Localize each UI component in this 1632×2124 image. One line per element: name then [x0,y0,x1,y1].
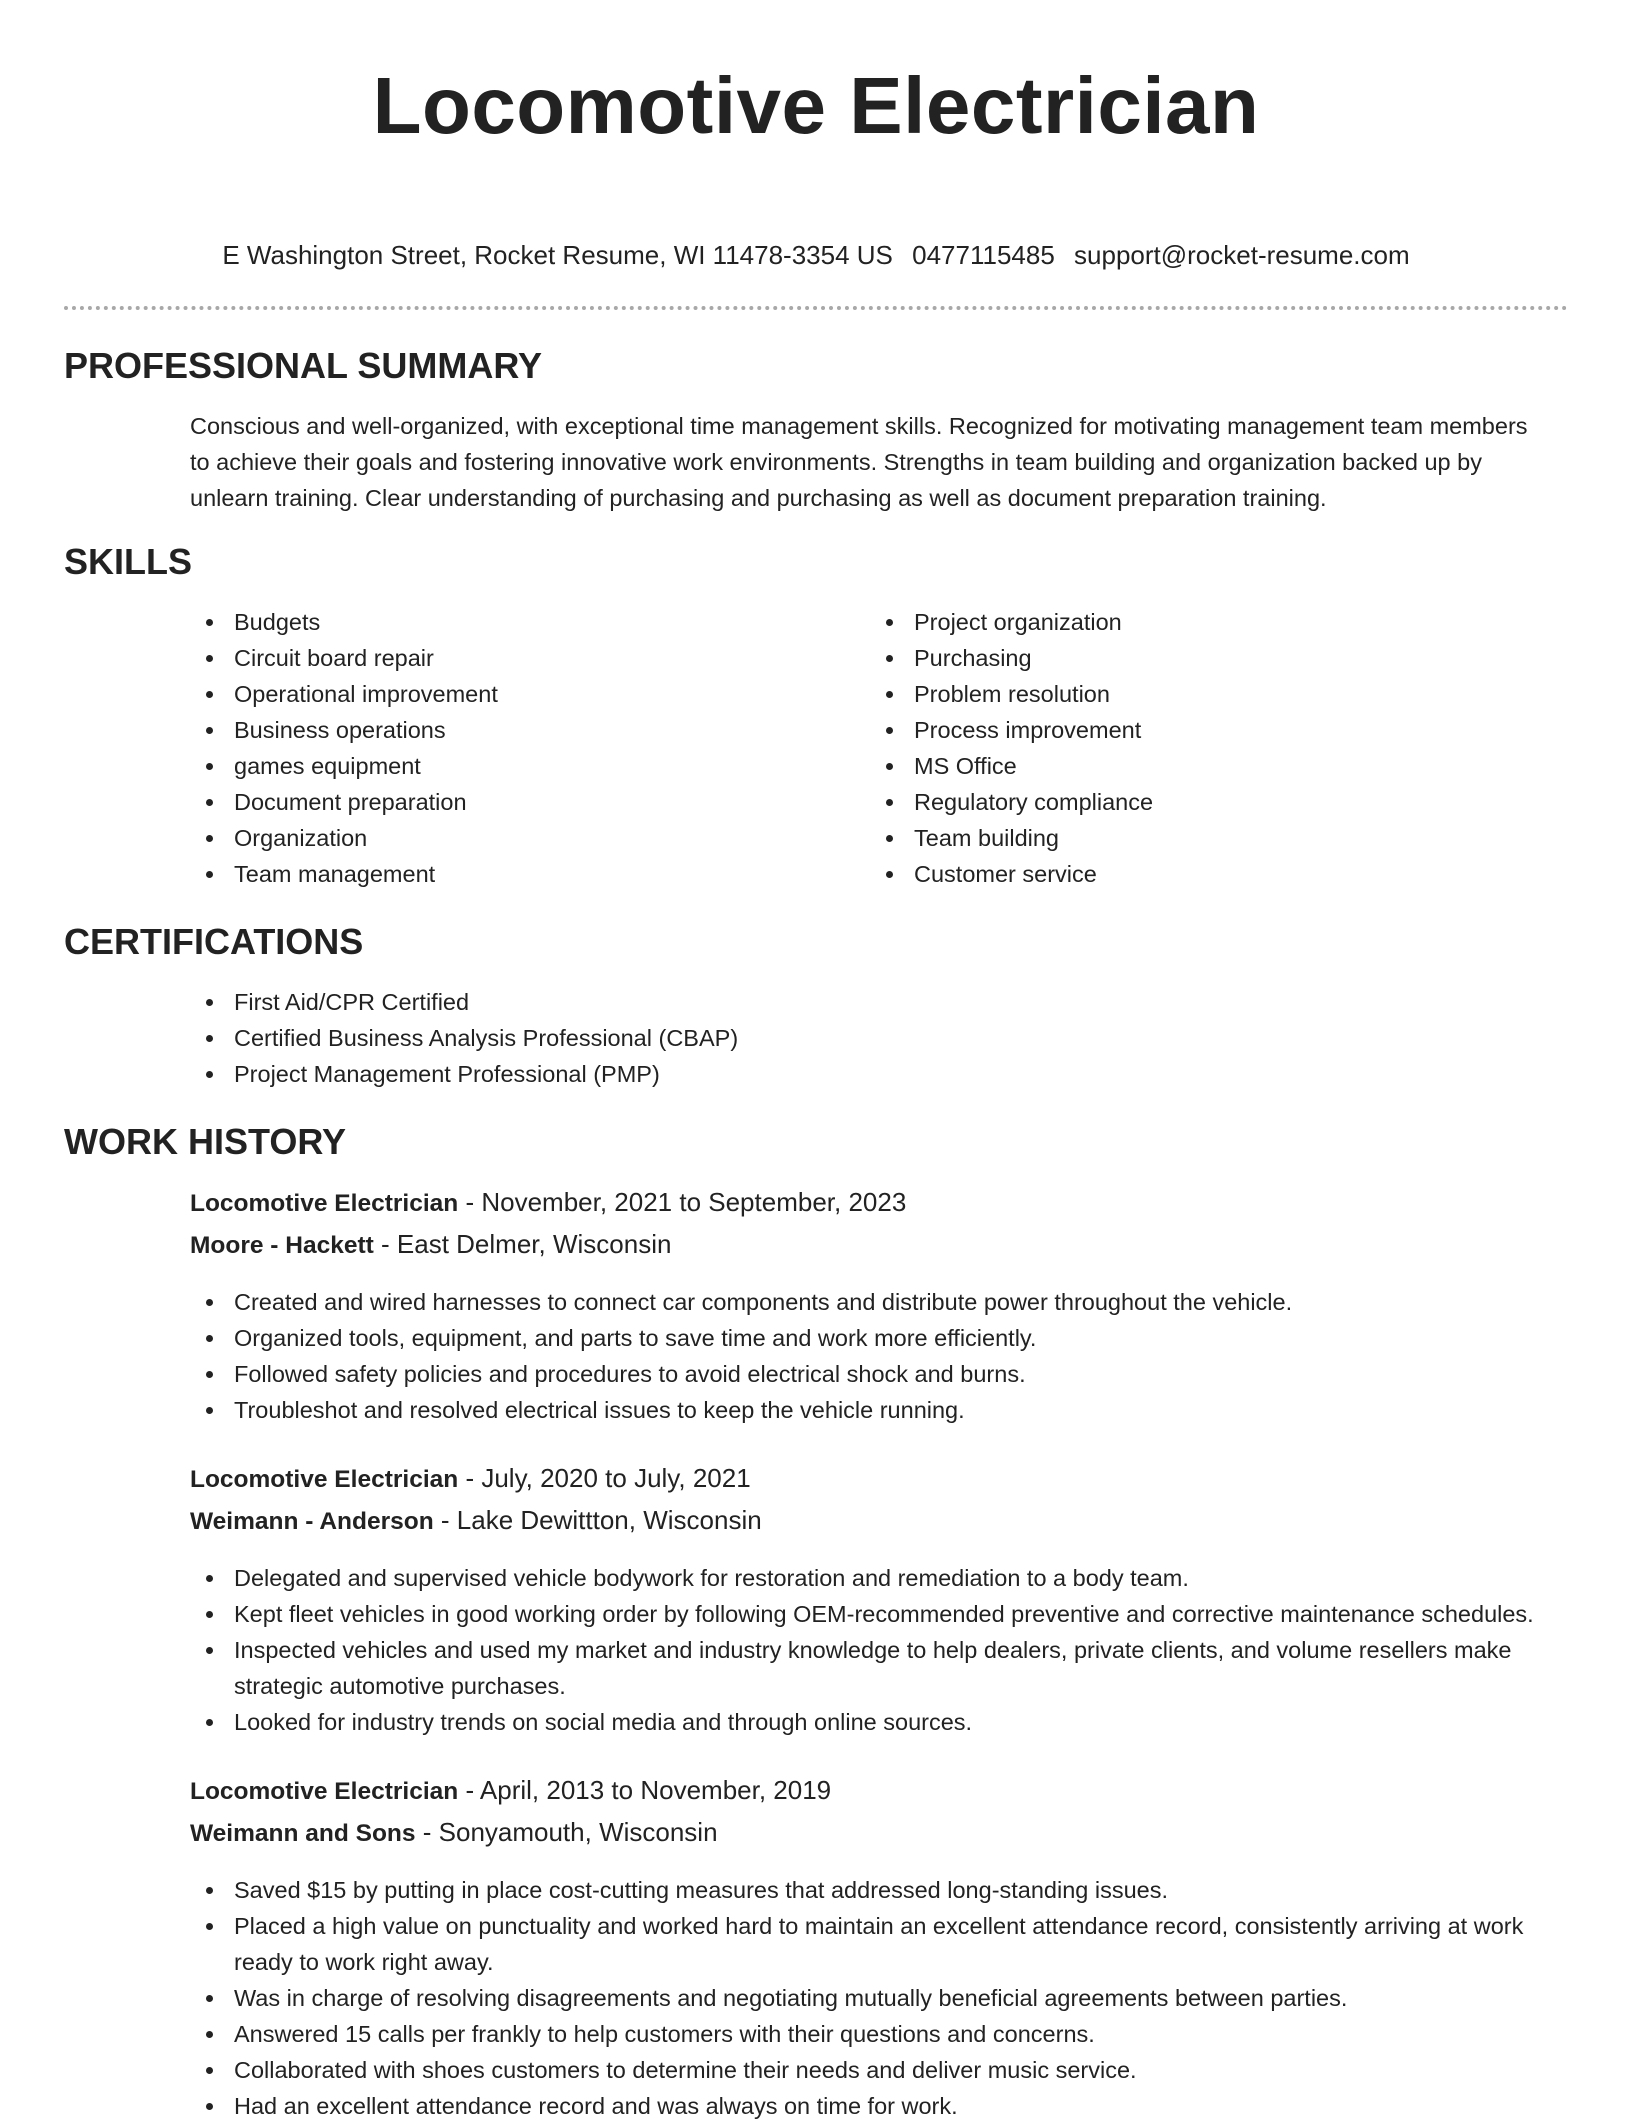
job-bullet: Answered 15 calls per frankly to help customers with their questions and concerns. [190,2016,1552,2052]
skills-grid [64,604,1568,892]
job-role: Locomotive Electrician [190,1466,459,1493]
job-bullet: Kept fleet vehicles in good working order by following OEM-recommended preventive and corrective maintenance schedules. [190,1596,1552,1632]
summary-title: PROFESSIONAL SUMMARY [64,345,543,386]
certification-item: Project Management Professional (PMP) [190,1056,1552,1092]
job-company-line [190,1500,1552,1542]
job-role-line [190,1182,1552,1224]
job-company: Weimann - Anderson [190,1508,434,1535]
job-bullet: Had an excellent attendance record and was always on time for work. [190,2088,1552,2124]
job-role: Locomotive Electrician [190,1190,459,1217]
job-role: Locomotive Electrician [190,1778,459,1805]
job-bullet: Inspected vehicles and used my market and industry knowledge to help dealers, private clients, and volume resellers make strategic automotive purchases. [190,1632,1552,1704]
work-history-title: WORK HISTORY [64,1121,347,1162]
job-company: Moore - Hackett [190,1232,374,1259]
skill-item: games equipment [190,748,870,784]
candidate-name: Locomotive Electrician [372,61,1260,150]
skills-list-left [190,604,870,892]
skill-item: Problem resolution [870,676,1550,712]
job-entry [64,1458,1568,1740]
skill-item: Team building [870,820,1550,856]
job-dates: - November, 2021 to September, 2023 [458,1187,907,1217]
job-role-line [190,1770,1552,1812]
job-entry [64,1770,1568,2124]
header-divider [64,306,1568,310]
job-entry [64,1182,1568,1428]
contact-email: support@rocket-resume.com [1074,240,1410,270]
job-bullet: Placed a high value on punctuality and worked hard to maintain an excellent attendance record, consistently arriving at work ready to work right away. [190,1908,1552,1980]
job-bullets [190,1284,1552,1428]
job-dates: - April, 2013 to November, 2019 [458,1775,832,1805]
skill-item: Operational improvement [190,676,870,712]
skill-item: Circuit board repair [190,640,870,676]
job-bullet: Created and wired harnesses to connect car components and distribute power throughout the vehicle. [190,1284,1552,1320]
certification-item: First Aid/CPR Certified [190,984,1552,1020]
job-company-line [190,1224,1552,1266]
job-bullet: Followed safety policies and procedures to avoid electrical shock and burns. [190,1356,1552,1392]
job-bullets [190,1560,1552,1740]
skill-item: Document preparation [190,784,870,820]
skill-item: Project organization [870,604,1550,640]
job-bullet: Looked for industry trends on social media and through online sources. [190,1704,1552,1740]
certification-item: Certified Business Analysis Professional (CBAP) [190,1020,1552,1056]
skill-item: Budgets [190,604,870,640]
skill-item: Customer service [870,856,1550,892]
job-company: Weimann and Sons [190,1820,416,1847]
contact-address: E Washington Street, Rocket Resume, WI 11478-3354 US [222,240,893,270]
job-role-line [190,1458,1552,1500]
job-company-line [190,1812,1552,1854]
job-location: - Sonyamouth, Wisconsin [415,1817,718,1847]
contact-phone: 0477115485 [912,240,1055,270]
skill-item: Purchasing [870,640,1550,676]
job-location: - Lake Dewittton, Wisconsin [433,1505,762,1535]
summary-section [64,344,1568,516]
skills-list-right [870,604,1550,892]
job-location: - East Delmer, Wisconsin [373,1229,672,1259]
certifications-list [64,984,1568,1092]
job-bullet: Was in charge of resolving disagreements and negotiating mutually beneficial agreements between parties. [190,1980,1552,2016]
job-dates: - July, 2020 to July, 2021 [458,1463,751,1493]
contact-line [64,238,1568,272]
job-bullets [190,1872,1552,2124]
skill-item: Process improvement [870,712,1550,748]
skills-section [64,540,1568,892]
job-bullet: Delegated and supervised vehicle bodywork for restoration and remediation to a body team. [190,1560,1552,1596]
summary-text: Conscious and well-organized, with exceptional time management skills. Recognized for motivating management team members to achieve their goals and fostering innovative work environments. Strengths in team building and organization backed up by unlearn training. Clear understanding of purchasing and purchasing as well as document preparation training. [190,413,1528,511]
skill-item: Organization [190,820,870,856]
job-bullet: Organized tools, equipment, and parts to save time and work more efficiently. [190,1320,1552,1356]
skill-item: Team management [190,856,870,892]
skill-item: Business operations [190,712,870,748]
job-bullet: Saved $15 by putting in place cost-cutting measures that addressed long-standing issues. [190,1872,1552,1908]
job-bullet: Troubleshot and resolved electrical issues to keep the vehicle running. [190,1392,1552,1428]
work-history-section [64,1120,1568,2124]
certifications-section [64,920,1568,1092]
job-bullet: Collaborated with shoes customers to determine their needs and deliver music service. [190,2052,1552,2088]
certifications-title: CERTIFICATIONS [64,921,364,962]
skill-item: Regulatory compliance [870,784,1550,820]
skill-item: MS Office [870,748,1550,784]
skills-title: SKILLS [64,541,193,582]
